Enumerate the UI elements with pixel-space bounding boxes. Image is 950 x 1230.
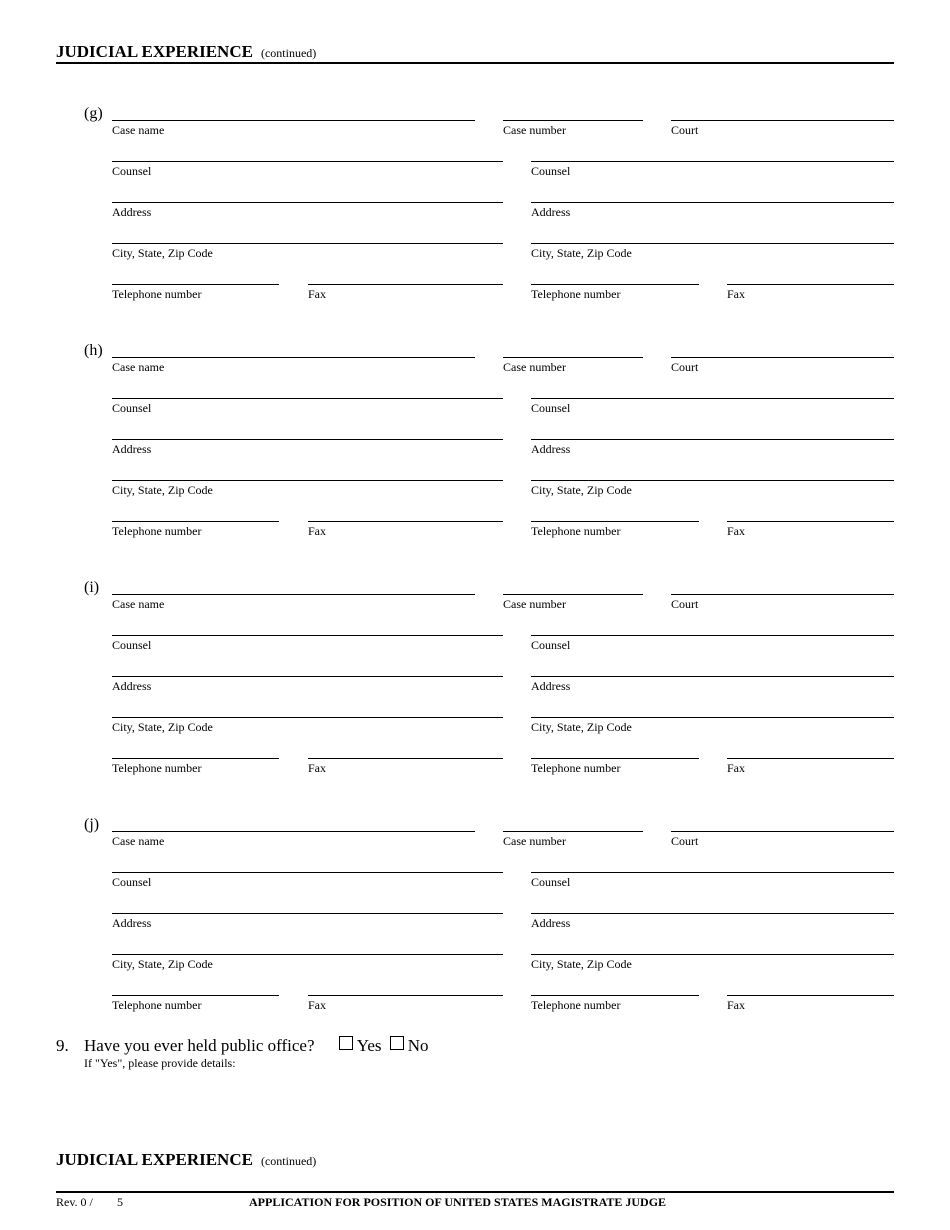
case-number-field[interactable] xyxy=(503,357,643,374)
address-label: Address xyxy=(112,916,152,930)
address-label: Address xyxy=(531,442,571,456)
fax-label: Fax xyxy=(727,998,745,1012)
court-label: Court xyxy=(671,123,699,137)
case-name-field[interactable] xyxy=(112,594,475,611)
fax-field-left[interactable] xyxy=(308,284,503,301)
telephone-label: Telephone number xyxy=(112,998,202,1012)
case-name-label: Case name xyxy=(112,597,165,611)
city-state-zip-field-left[interactable] xyxy=(112,480,503,497)
counsel-label: Counsel xyxy=(112,638,152,652)
court-label: Court xyxy=(671,834,699,848)
fax-label: Fax xyxy=(727,761,745,775)
fax-field-right[interactable] xyxy=(727,758,894,775)
case-name-field[interactable] xyxy=(112,831,475,848)
court-label: Court xyxy=(671,360,699,374)
address-field-left[interactable] xyxy=(112,439,503,456)
no-label: No xyxy=(407,1036,429,1055)
question-text: Have you ever held public office? xyxy=(84,1036,315,1055)
telephone-label: Telephone number xyxy=(112,761,202,775)
fax-label: Fax xyxy=(727,287,745,301)
address-label: Address xyxy=(112,442,152,456)
case-number-label: Case number xyxy=(503,834,566,848)
telephone-field-right[interactable] xyxy=(531,758,699,775)
telephone-label: Telephone number xyxy=(531,524,621,538)
telephone-field-left[interactable] xyxy=(112,284,279,301)
counsel-field-right[interactable] xyxy=(531,161,894,178)
address-field-right[interactable] xyxy=(531,913,894,930)
city-state-zip-label: City, State, Zip Code xyxy=(112,957,213,971)
case-number-label: Case number xyxy=(503,123,566,137)
address-label: Address xyxy=(531,205,571,219)
city-state-zip-label: City, State, Zip Code xyxy=(531,720,632,734)
fax-label: Fax xyxy=(727,524,745,538)
counsel-label: Counsel xyxy=(112,875,152,889)
counsel-label: Counsel xyxy=(531,401,571,415)
city-state-zip-field-left[interactable] xyxy=(112,243,503,260)
case-name-label: Case name xyxy=(112,360,165,374)
fax-label: Fax xyxy=(308,287,326,301)
address-label: Address xyxy=(112,205,152,219)
city-state-zip-field-right[interactable] xyxy=(531,243,894,260)
case-label: (g) xyxy=(84,105,103,122)
address-field-left[interactable] xyxy=(112,676,503,693)
case-block-h xyxy=(0,342,950,549)
case-name-label: Case name xyxy=(112,834,165,848)
question-9 xyxy=(56,1036,433,1056)
city-state-zip-field-right[interactable] xyxy=(531,480,894,497)
counsel-field-right[interactable] xyxy=(531,398,894,415)
case-label: (i) xyxy=(84,579,100,596)
court-field[interactable] xyxy=(671,831,894,848)
address-field-left[interactable] xyxy=(112,913,503,930)
counsel-field-left[interactable] xyxy=(112,161,503,178)
city-state-zip-field-right[interactable] xyxy=(531,717,894,734)
city-state-zip-field-left[interactable] xyxy=(112,954,503,971)
city-state-zip-label: City, State, Zip Code xyxy=(531,246,632,260)
city-state-zip-field-right[interactable] xyxy=(531,954,894,971)
footer-title: APPLICATION FOR POSITION OF UNITED STATES MAGISTRATE JUDGE xyxy=(249,1195,667,1209)
address-label: Address xyxy=(112,679,152,693)
case-name-field[interactable] xyxy=(112,357,475,374)
city-state-zip-label: City, State, Zip Code xyxy=(112,483,213,497)
fax-label: Fax xyxy=(308,761,326,775)
address-field-right[interactable] xyxy=(531,202,894,219)
counsel-label: Counsel xyxy=(531,875,571,889)
telephone-label: Telephone number xyxy=(531,761,621,775)
yes-checkbox[interactable] xyxy=(339,1036,353,1050)
fax-field-right[interactable] xyxy=(727,284,894,301)
fax-label: Fax xyxy=(308,998,326,1012)
counsel-field-left[interactable] xyxy=(112,398,503,415)
counsel-field-left[interactable] xyxy=(112,872,503,889)
question-9-details-prompt: If "Yes", please provide details: xyxy=(84,1056,236,1070)
page-header xyxy=(56,42,894,64)
case-label: (h) xyxy=(84,342,103,359)
city-state-zip-label: City, State, Zip Code xyxy=(531,957,632,971)
yes-label: Yes xyxy=(356,1036,382,1055)
address-label: Address xyxy=(531,679,571,693)
case-number-label: Case number xyxy=(503,597,566,611)
counsel-label: Counsel xyxy=(112,164,152,178)
section-continued: (continued) xyxy=(260,46,317,60)
case-label: (j) xyxy=(84,816,100,833)
telephone-field-left[interactable] xyxy=(112,521,279,538)
page-number: 5 xyxy=(117,1195,123,1209)
yes-option[interactable] xyxy=(339,1036,382,1055)
section-title: JUDICIAL EXPERIENCE xyxy=(56,42,253,61)
city-state-zip-label: City, State, Zip Code xyxy=(112,246,213,260)
telephone-label: Telephone number xyxy=(531,287,621,301)
address-label: Address xyxy=(531,916,571,930)
case-number-field[interactable] xyxy=(503,831,643,848)
section-heading-bottom xyxy=(56,1150,316,1170)
address-field-right[interactable] xyxy=(531,676,894,693)
section-continued: (continued) xyxy=(260,1154,317,1168)
page-footer xyxy=(56,1191,894,1213)
fax-field-right[interactable] xyxy=(727,521,894,538)
telephone-field-left[interactable] xyxy=(112,995,279,1012)
counsel-field-right[interactable] xyxy=(531,635,894,652)
fax-field-left[interactable] xyxy=(308,758,503,775)
city-state-zip-label: City, State, Zip Code xyxy=(531,483,632,497)
city-state-zip-field-left[interactable] xyxy=(112,717,503,734)
fax-field-left[interactable] xyxy=(308,521,503,538)
case-number-label: Case number xyxy=(503,360,566,374)
court-field[interactable] xyxy=(671,594,894,611)
counsel-label: Counsel xyxy=(531,164,571,178)
case-name-label: Case name xyxy=(112,123,165,137)
case-number-field[interactable] xyxy=(503,594,643,611)
address-field-right[interactable] xyxy=(531,439,894,456)
fax-field-right[interactable] xyxy=(727,995,894,1012)
no-option[interactable] xyxy=(390,1036,429,1055)
case-block-j xyxy=(0,816,950,1023)
case-block-i xyxy=(0,579,950,786)
case-number-field[interactable] xyxy=(503,120,643,137)
telephone-label: Telephone number xyxy=(531,998,621,1012)
city-state-zip-label: City, State, Zip Code xyxy=(112,720,213,734)
court-field[interactable] xyxy=(671,357,894,374)
fax-field-left[interactable] xyxy=(308,995,503,1012)
case-block-g xyxy=(0,105,950,312)
counsel-label: Counsel xyxy=(531,638,571,652)
telephone-field-right[interactable] xyxy=(531,995,699,1012)
counsel-field-right[interactable] xyxy=(531,872,894,889)
fax-label: Fax xyxy=(308,524,326,538)
court-label: Court xyxy=(671,597,699,611)
revision: Rev. 0 / xyxy=(56,1195,93,1209)
question-number: 9. xyxy=(56,1036,69,1055)
section-title: JUDICIAL EXPERIENCE xyxy=(56,1150,253,1169)
address-field-left[interactable] xyxy=(112,202,503,219)
telephone-label: Telephone number xyxy=(112,524,202,538)
case-name-field[interactable] xyxy=(112,120,475,137)
telephone-label: Telephone number xyxy=(112,287,202,301)
telephone-field-right[interactable] xyxy=(531,284,699,301)
counsel-field-left[interactable] xyxy=(112,635,503,652)
telephone-field-right[interactable] xyxy=(531,521,699,538)
telephone-field-left[interactable] xyxy=(112,758,279,775)
counsel-label: Counsel xyxy=(112,401,152,415)
court-field[interactable] xyxy=(671,120,894,137)
no-checkbox[interactable] xyxy=(390,1036,404,1050)
